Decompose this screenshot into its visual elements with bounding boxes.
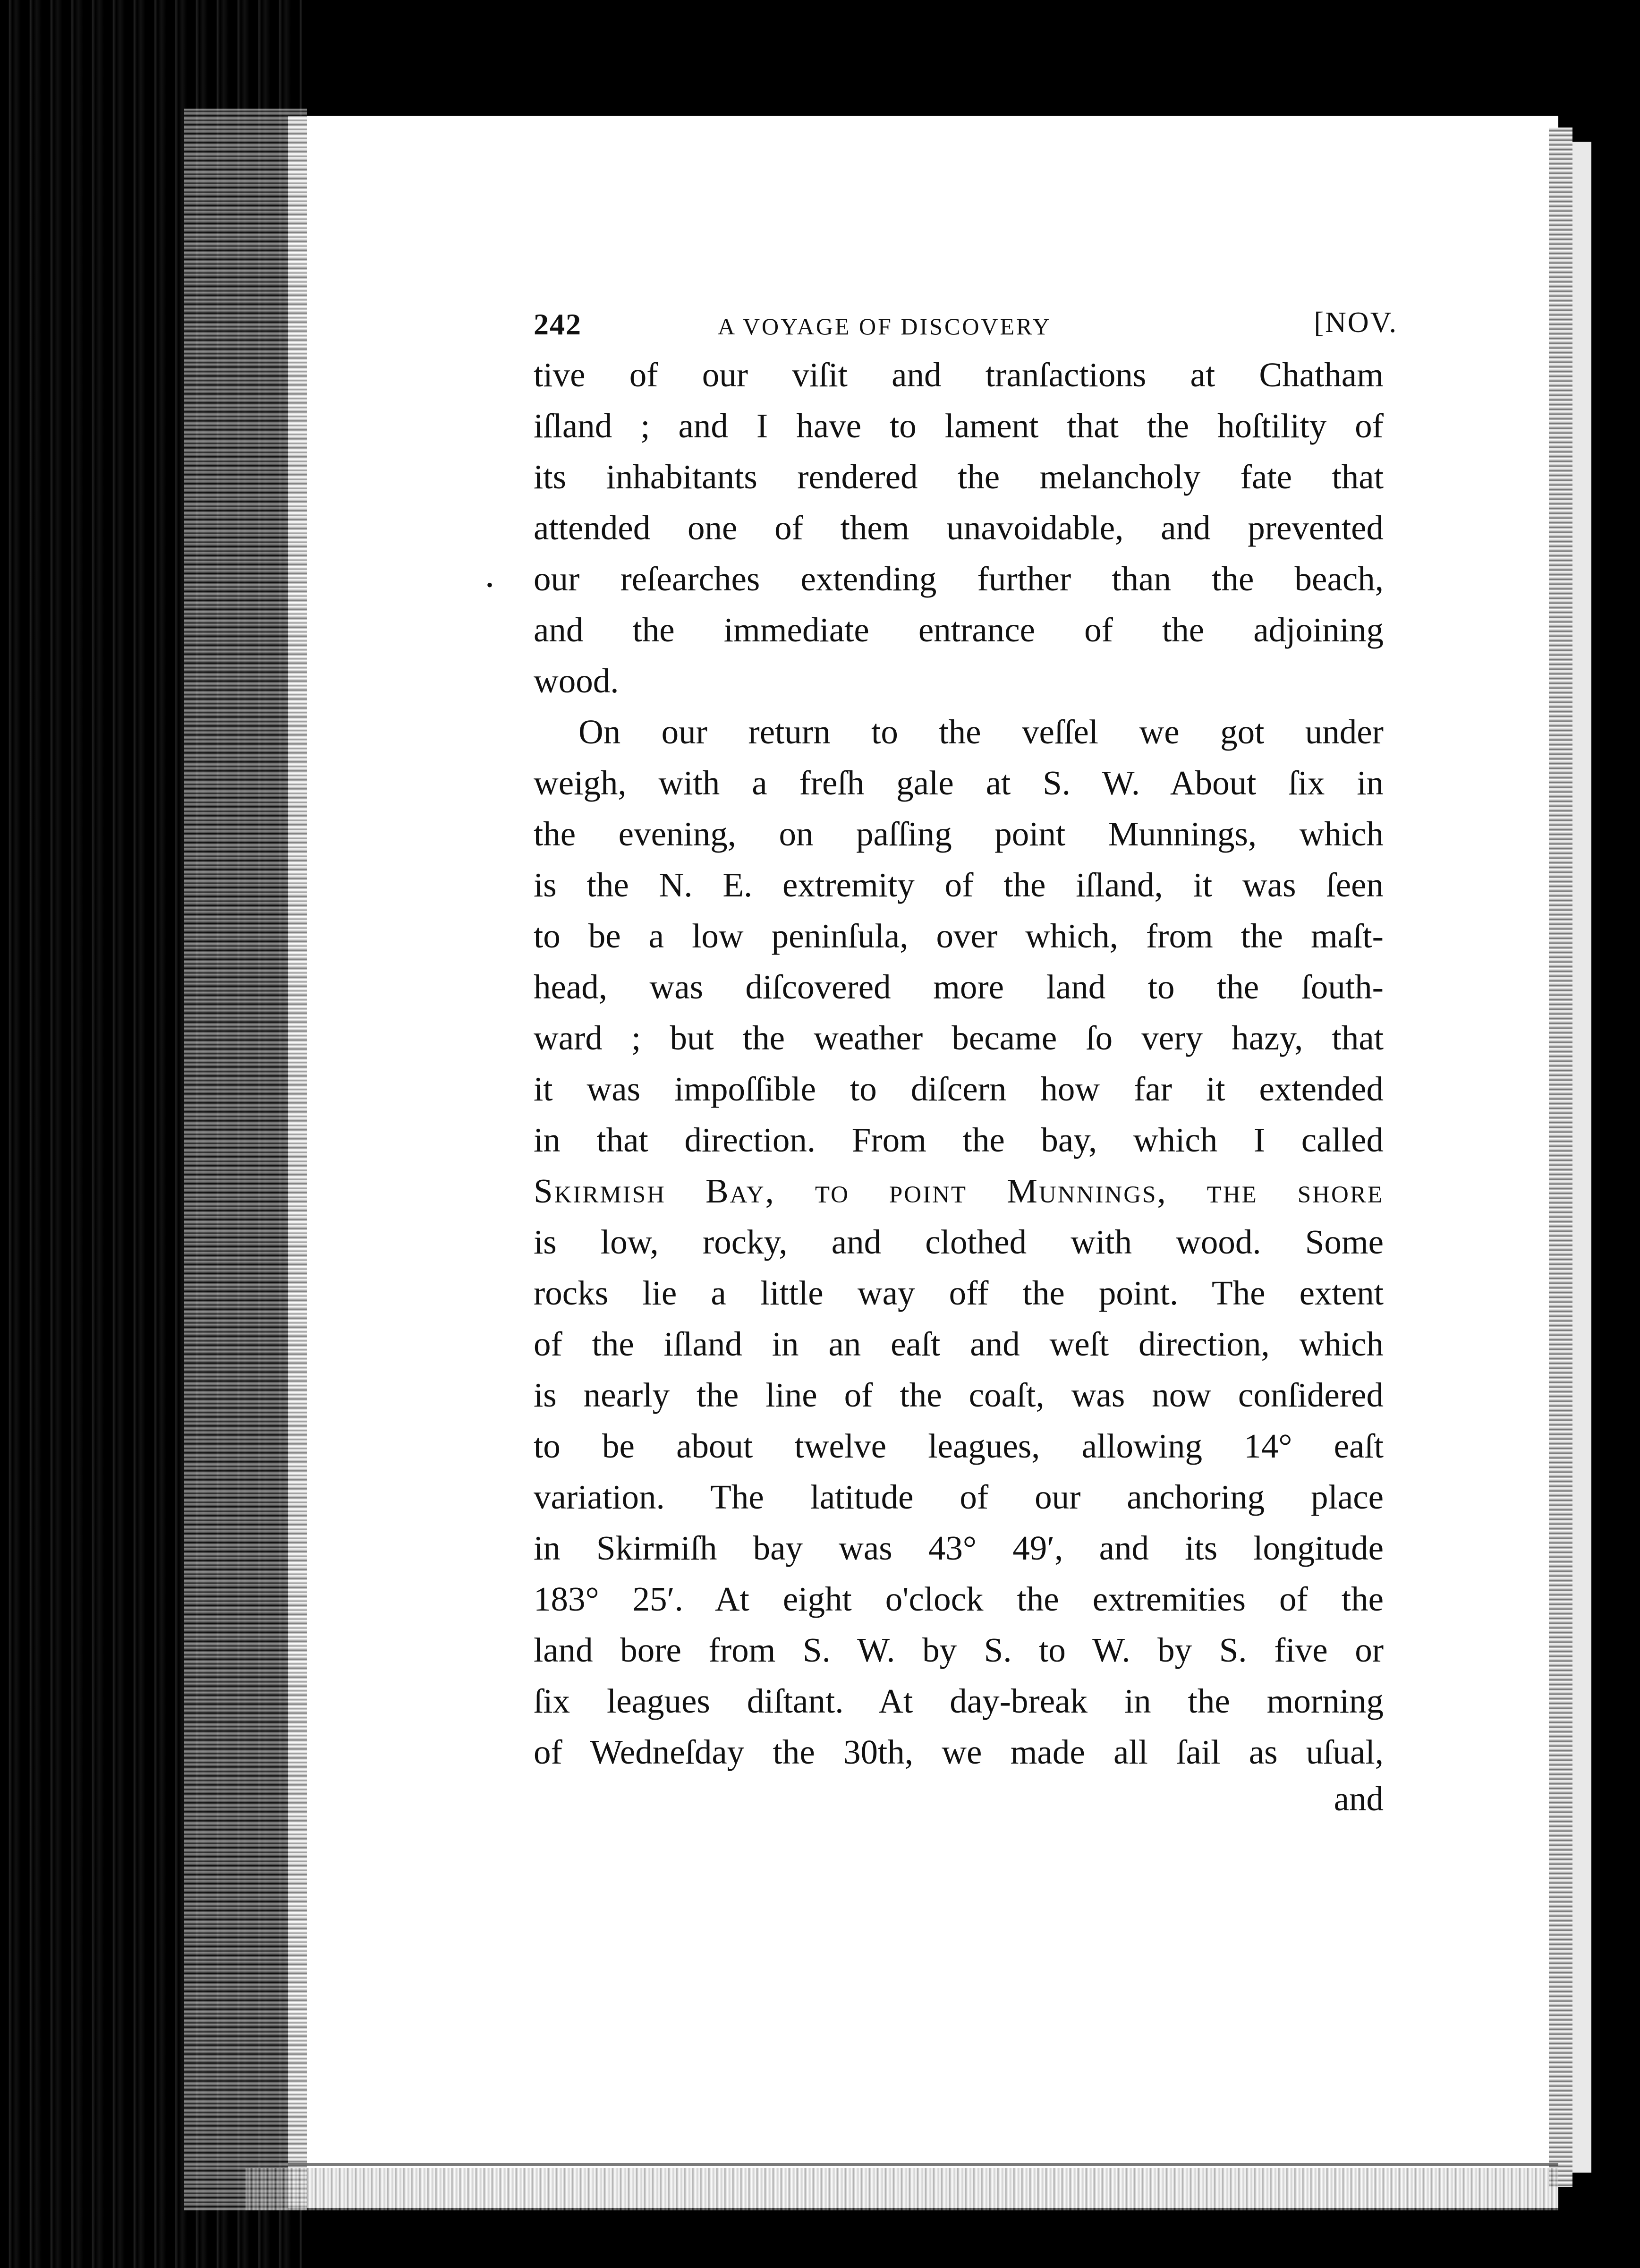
text-line: attended one of them unavoidable, and prevented xyxy=(534,509,1384,547)
text-line: of Wedneſday the 30th, we made all ſail as uſual, xyxy=(534,1733,1384,1771)
page-number: 242 xyxy=(534,307,582,341)
catchword: and xyxy=(1334,1780,1384,1818)
text-line: is nearly the line of the coaſt, was now conſidered xyxy=(534,1376,1384,1414)
text-line: in Skirmiſh bay was 43° 49′, and its longitude xyxy=(534,1529,1384,1567)
margin-bullet-icon: • xyxy=(486,574,493,596)
text-line: ward ; but the weather became ſo very hazy, that xyxy=(534,1019,1384,1057)
text-line: Skirmish Bay, to point Munnings, the ſhore xyxy=(534,1172,1384,1210)
text-line: iſland ; and I have to lament that the hoſtility of xyxy=(534,407,1384,445)
text-line: in that direction. From the bay, which I called xyxy=(534,1121,1384,1159)
text-line: it was impoſſible to diſcern how far it extended xyxy=(534,1070,1384,1108)
running-date: [NOV. xyxy=(1314,307,1398,339)
binding-edge xyxy=(184,109,307,2210)
text-line: to be about twelve leagues, allowing 14° eaſt xyxy=(534,1427,1384,1465)
text-line: tive of our viſit and tranſactions at Chatham xyxy=(534,356,1384,394)
text-line: rocks lie a little way off the point. The extent xyxy=(534,1274,1384,1312)
text-line: wood. xyxy=(534,662,619,700)
text-line: its inhabitants rendered the melancholy fate that xyxy=(534,458,1384,496)
text-line: ſix leagues diſtant. At day-break in the morning xyxy=(534,1682,1384,1720)
running-title: A VOYAGE OF DISCOVERY xyxy=(718,313,1052,340)
text-line: weigh, with a freſh gale at S. W. About ſix in xyxy=(534,764,1384,802)
text-line: to be a low peninſula, over which, from the maſt- xyxy=(534,917,1384,955)
text-line: variation. The latitude of our anchoring place xyxy=(534,1478,1384,1516)
next-page-edge xyxy=(1572,142,1591,2173)
page-edge-right xyxy=(1549,128,1572,2187)
running-header xyxy=(534,302,1398,350)
bottom-page-edge xyxy=(288,2163,1558,2166)
body-text xyxy=(534,350,1384,1820)
text-line: is the N. E. extremity of the iſland, it was ſeen xyxy=(534,866,1384,904)
text-line: and the immediate entrance of the adjoining xyxy=(534,611,1384,649)
bottom-edge-noise xyxy=(246,2168,1558,2210)
text-line: our reſearches extending further than the beach, xyxy=(534,560,1384,598)
text-line: head, was diſcovered more land to the ſouth- xyxy=(534,968,1384,1006)
text-line: 183° 25′. At eight o'clock the extremities of the xyxy=(534,1580,1384,1618)
text-line: land bore from S. W. by S. to W. by S. five or xyxy=(534,1631,1384,1669)
paragraph-start: On our return to the veſſel we got under xyxy=(578,713,1384,751)
text-line: the evening, on paſſing point Munnings, which xyxy=(534,815,1384,853)
text-line: is low, rocky, and clothed with wood. Some xyxy=(534,1223,1384,1261)
text-line: of the iſland in an eaſt and weſt direction, which xyxy=(534,1325,1384,1363)
